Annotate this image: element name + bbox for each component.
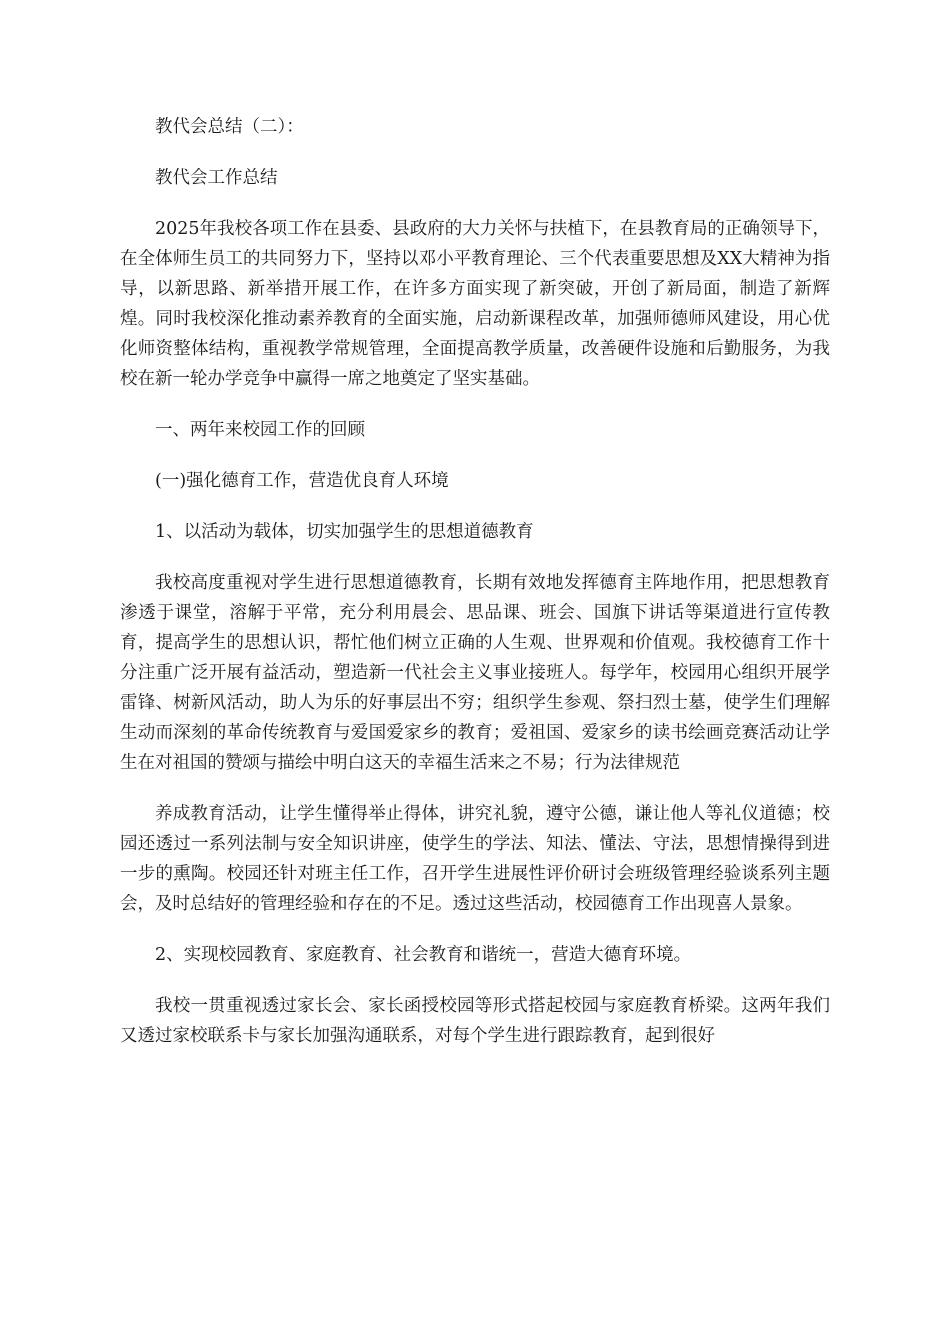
body-paragraph-family: 我校一贯重视透过家长会、家长函授校园等形式搭起校园与家庭教育桥梁。这两年我们又透过家校联系卡与家长加强沟通联系，对每个学生进行跟踪教育，起到很好 bbox=[120, 996, 830, 1046]
document-title: 教代会工作总结 bbox=[155, 168, 278, 188]
document-body bbox=[120, 112, 830, 1072]
body-paragraph-etiquette: 养成教育活动，让学生懂得举止得体，讲究礼貌，遵守公德，谦让他人等礼仪道德；校园还透过一系列法制与安全知识讲座，使学生的学法、知法、懂法、守法，思想情操得到进一步的熏陶。校园还针对班主任工作，召开学生进展性评价研讨会班级管理经验谈系列主题会，及时总结好的管理经验和存在的不足。透过这些活动，校园德育工作出现喜人景象。 bbox=[120, 804, 830, 914]
body-paragraph-moral: 我校高度重视对学生进行思想道德教育，长期有效地发挥德育主阵地作用，把思想教育渗透于课堂，溶解于平常，充分利用晨会、思品课、班会、国旗下讲话等渠道进行宣传教育，提高学生的思想认识，帮忙他们树立正确的人生观、世界观和价值观。我校德育工作十分注重广泛开展有益活动，塑造新一代社会主义事业接班人。每学年，校园用心组织开展学雷锋、树新风活动，助人为乐的好事层出不穷；组织学生参观、祭扫烈士墓，使学生们理解生动而深刻的革命传统教育与爱国爱家乡的教育；爱祖国、爱家乡的读书绘画竞赛活动让学生在对祖国的赞颂与描绘中明白这天的幸福生活来之不易；行为法律规范 bbox=[120, 573, 830, 773]
item-heading-activities: 1、以活动为载体，切实加强学生的思想道德教育 bbox=[155, 522, 534, 542]
section-title: 教代会总结（二）： bbox=[155, 117, 304, 137]
subheading-moral-education: (一)强化德育工作，营造优良育人环境 bbox=[155, 471, 449, 491]
intro-paragraph: 2025年我校各项工作在县委、县政府的大力关怀与扶植下，在县教育局的正确领导下，在全体师生员工的共同努力下，坚持以邓小平教育理论、三个代表重要思想及XX大精神为指导，以新思路、新举措开展工作，在许多方面实现了新突破，开创了新局面，制造了新辉煌。同时我校深化推动素养教育的全面实施，启动新课程改革，加强师德师风建设，用心优化师资整体结构，重视教学常规管理，全面提高教学质量，改善硬件设施和后勤服务，为我校在新一轮办学竞争中赢得一席之地奠定了坚实基础。 bbox=[120, 219, 830, 389]
item-heading-unification: 2、实现校园教育、家庭教育、社会教育和谐统一，营造大德育环境。 bbox=[155, 945, 692, 965]
heading-review: 一、两年来校园工作的回顾 bbox=[155, 420, 365, 440]
